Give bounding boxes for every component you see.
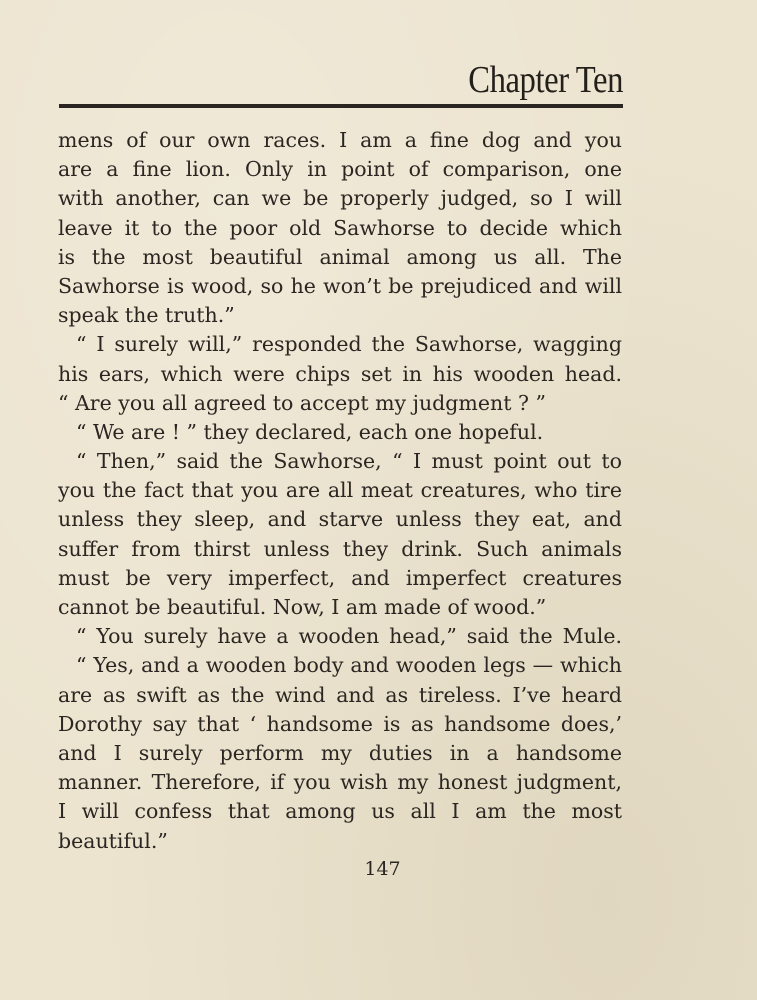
text-line: must be very imperfect, and imperfect creatures [58, 565, 622, 590]
text-line: unless they sleep, and starve unless they eat, and [58, 507, 622, 532]
text-line: “ You surely have a wooden head,” said the Mule. [76, 624, 622, 649]
text-line: “ Are you all agreed to accept my judgment ? ” [58, 390, 546, 415]
text-line: his ears, which were chips set in his wooden head. [58, 361, 622, 386]
text-line: you the fact that you are all meat creatures, who tire [58, 478, 622, 503]
text-line: Sawhorse is wood, so he won’t be prejudiced and will [58, 273, 622, 298]
page-number: 147 [364, 858, 401, 880]
text-line: suffer from thirst unless they drink. Such animals [58, 536, 622, 561]
text-line: leave it to the poor old Sawhorse to decide which [58, 215, 622, 240]
text-line: cannot be beautiful. Now, I am made of wood.” [58, 595, 547, 619]
text-line: I will confess that among us all I am the most [58, 799, 622, 824]
text-line: Dorothy say that ‘ handsome is as handsome does,’ [58, 711, 622, 736]
text-line: mens of our own races. I am a fine dog and you [58, 128, 622, 152]
text-line: speak the truth.” [58, 303, 235, 328]
text-line: are as swift as the wind and as tireless. I’ve heard [58, 682, 622, 707]
text-line: “ I surely will,” responded the Sawhorse, wagging [76, 332, 622, 357]
text-line: beautiful.” [58, 828, 168, 853]
text-line: is the most beautiful animal among us all. The [58, 244, 622, 269]
text-line: and I surely perform my duties in a handsome [58, 740, 622, 765]
header-rule [59, 104, 623, 108]
text-line: “ We are ! ” they declared, each one hopeful. [76, 419, 544, 444]
text-line: manner. Therefore, if you wish my honest judgment, [58, 770, 622, 795]
text-line: with another, can we be properly judged, so I will [58, 186, 622, 211]
text-line: are a fine lion. Only in point of comparison, one [58, 157, 622, 182]
text-line: “ Yes, and a wooden body and wooden legs — which [76, 653, 622, 678]
body-text [58, 126, 622, 856]
text-line: “ Then,” said the Sawhorse, “ I must point out to [76, 449, 622, 474]
running-head: Chapter Ten [468, 59, 623, 101]
